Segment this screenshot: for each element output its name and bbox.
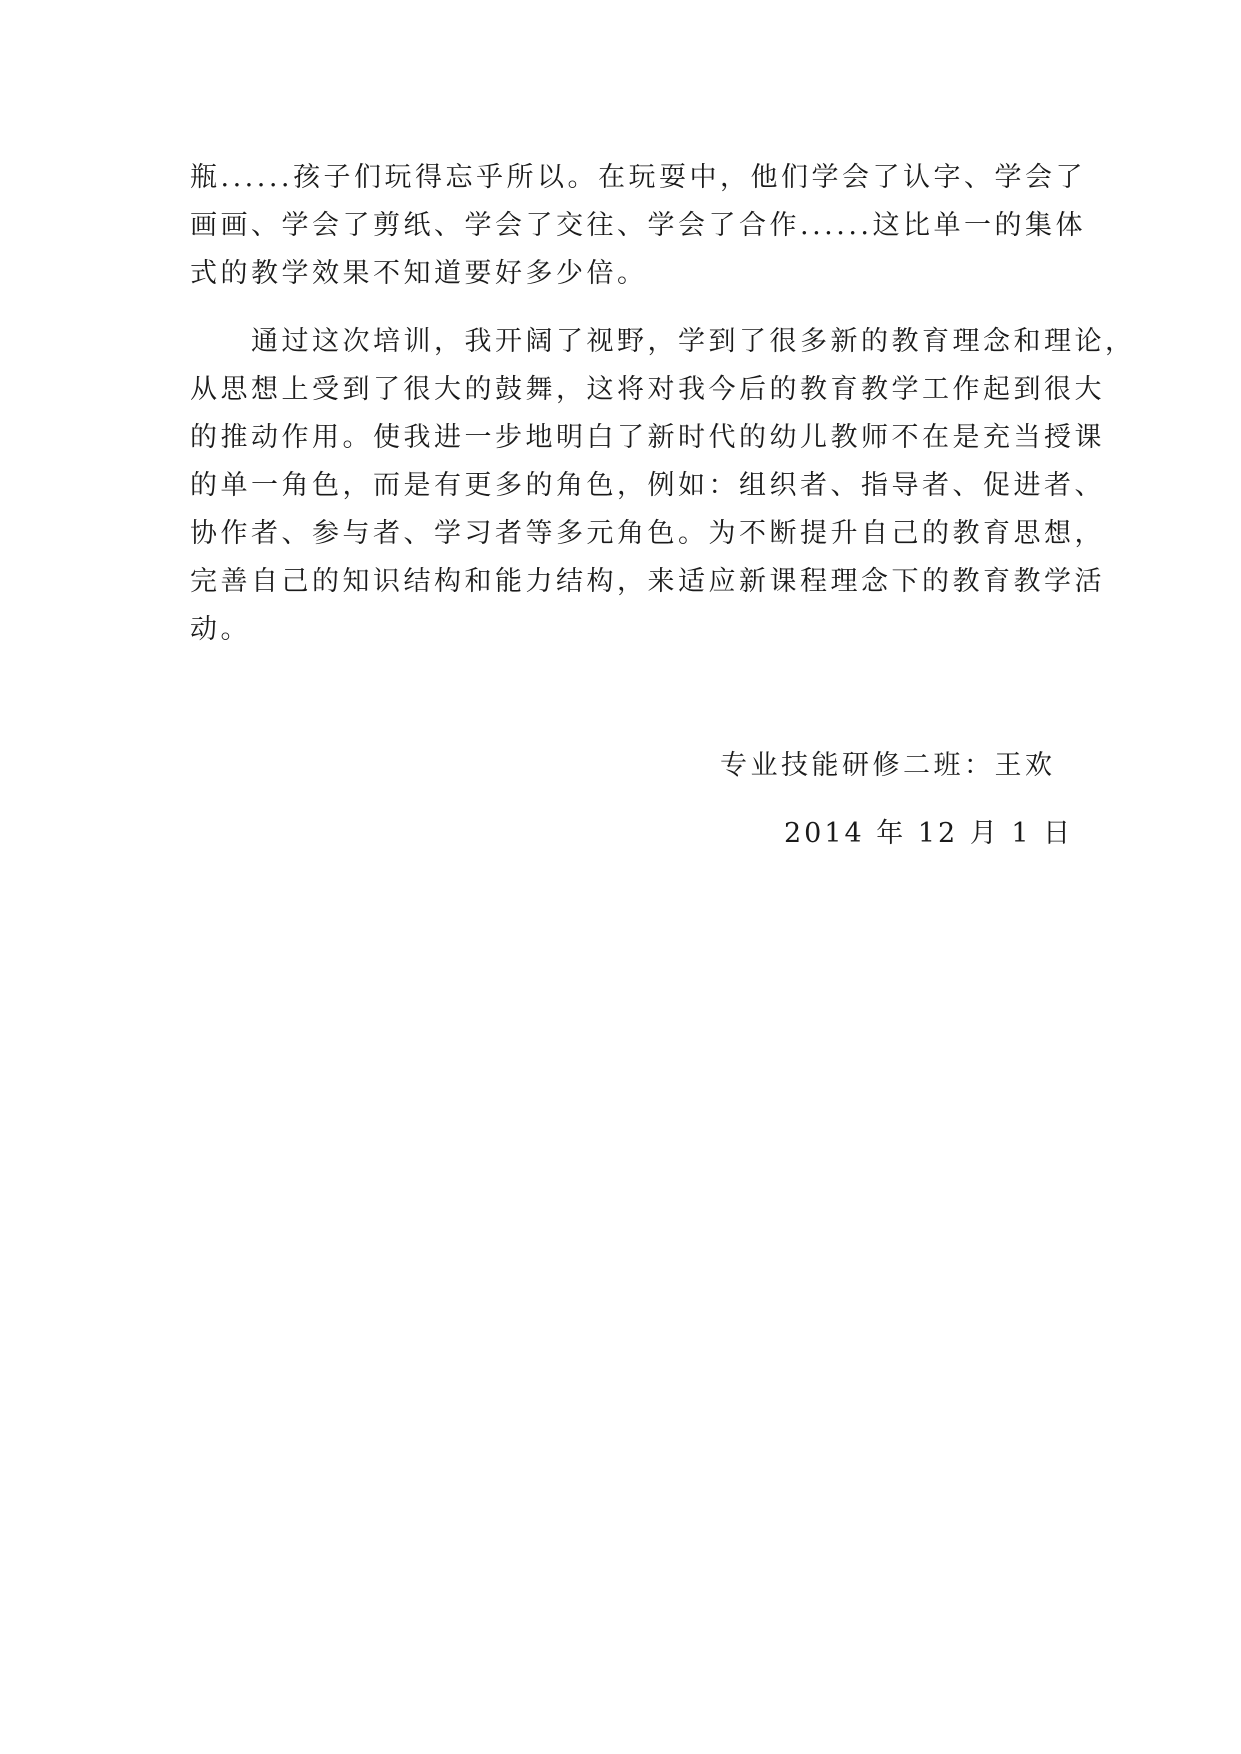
paragraph-2 [190,318,1136,654]
paragraph-line: 的单一角色，而是有更多的角色，例如：组织者、指导者、促进者、 [190,470,1105,501]
author-signature: 专业技能研修二班：王欢 [720,750,1056,781]
paragraph-line: 完善自己的知识结构和能力结构，来适应新课程理念下的教育教学活 [190,566,1105,597]
paragraph-line: 通过这次培训，我开阔了视野，学到了很多新的教育理念和理论， [190,326,1136,357]
paragraph-line: 瓶......孩子们玩得忘乎所以。在玩耍中，他们学会了认字、学会了 [190,162,1086,193]
paragraph-line: 画画、学会了剪纸、学会了交往、学会了合作......这比单一的集体 [190,210,1086,241]
paragraph-1 [190,154,1086,298]
paragraph-line: 动。 [190,614,251,645]
paragraph-line: 的推动作用。使我进一步地明白了新时代的幼儿教师不在是充当授课 [190,422,1105,453]
paragraph-line: 协作者、参与者、学习者等多元角色。为不断提升自己的教育思想， [190,518,1105,549]
paragraph-line: 式的教学效果不知道要好多少倍。 [190,258,648,289]
paragraph-line: 从思想上受到了很大的鼓舞，这将对我今后的教育教学工作起到很大 [190,374,1105,405]
document-date: 2014 年 12 月 1 日 [784,818,1074,849]
